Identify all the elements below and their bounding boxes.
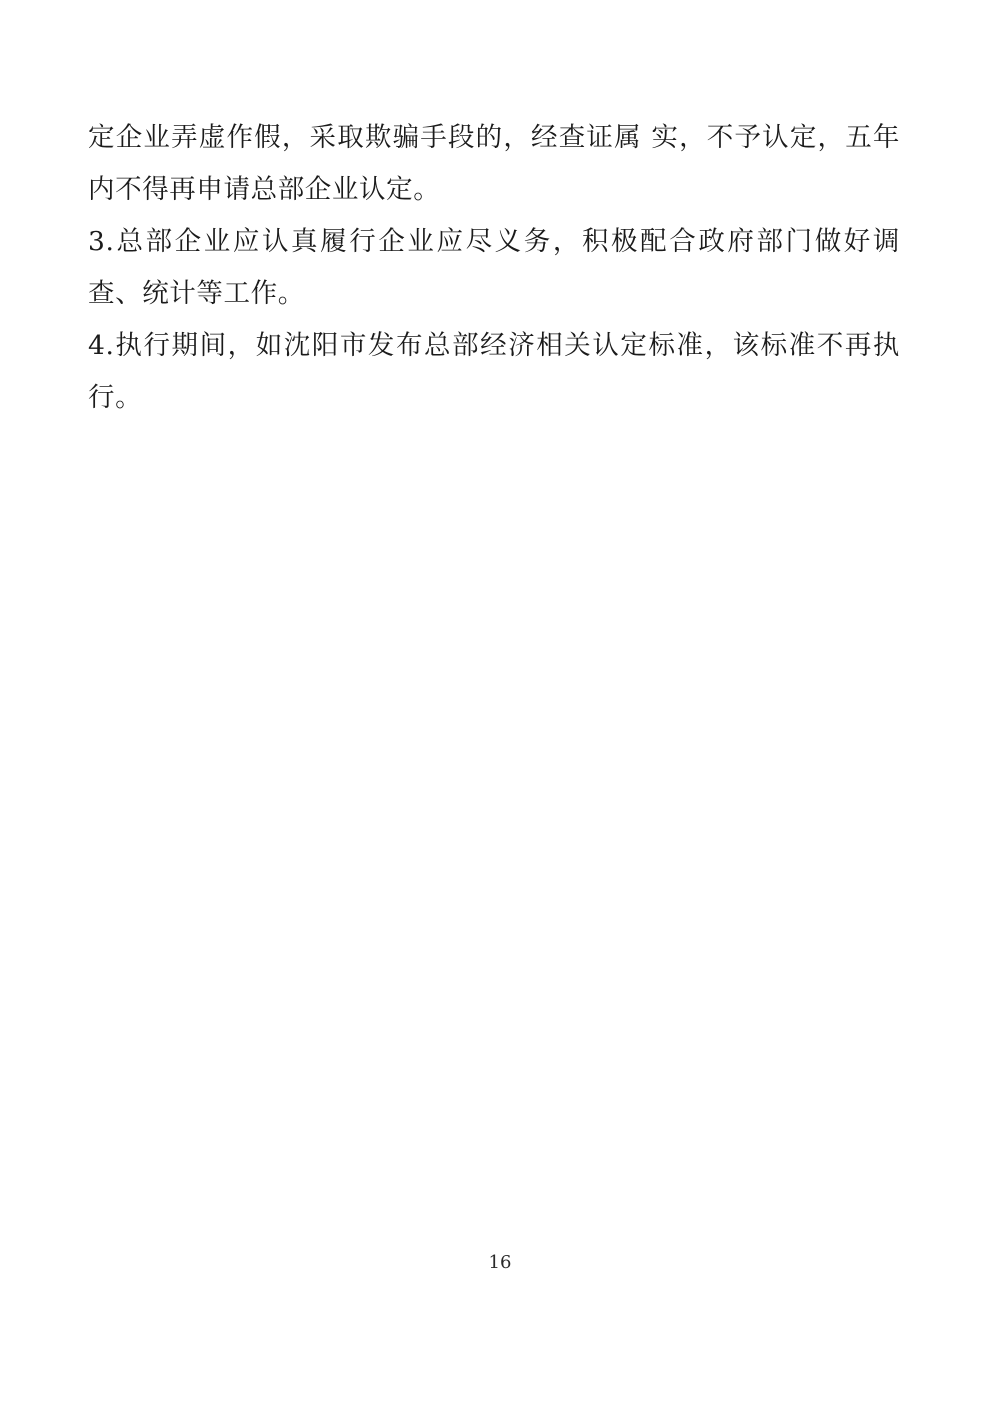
paragraph-continuation: 定企业弄虚作假，采取欺骗手段的，经查证属 实，不予认定，五年内不得再申请总部企业认定。 xyxy=(88,122,900,205)
page-body xyxy=(88,112,900,424)
paragraph-item-4: 4.执行期间，如沈阳市发布总部经济相关认定标准，该标准不再执行。 xyxy=(88,330,900,413)
page-number: 16 xyxy=(488,1252,512,1273)
paragraph-item-3: 3.总部企业应认真履行企业应尽义务，积极配合政府部门做好调查、统计等工作。 xyxy=(88,226,900,309)
